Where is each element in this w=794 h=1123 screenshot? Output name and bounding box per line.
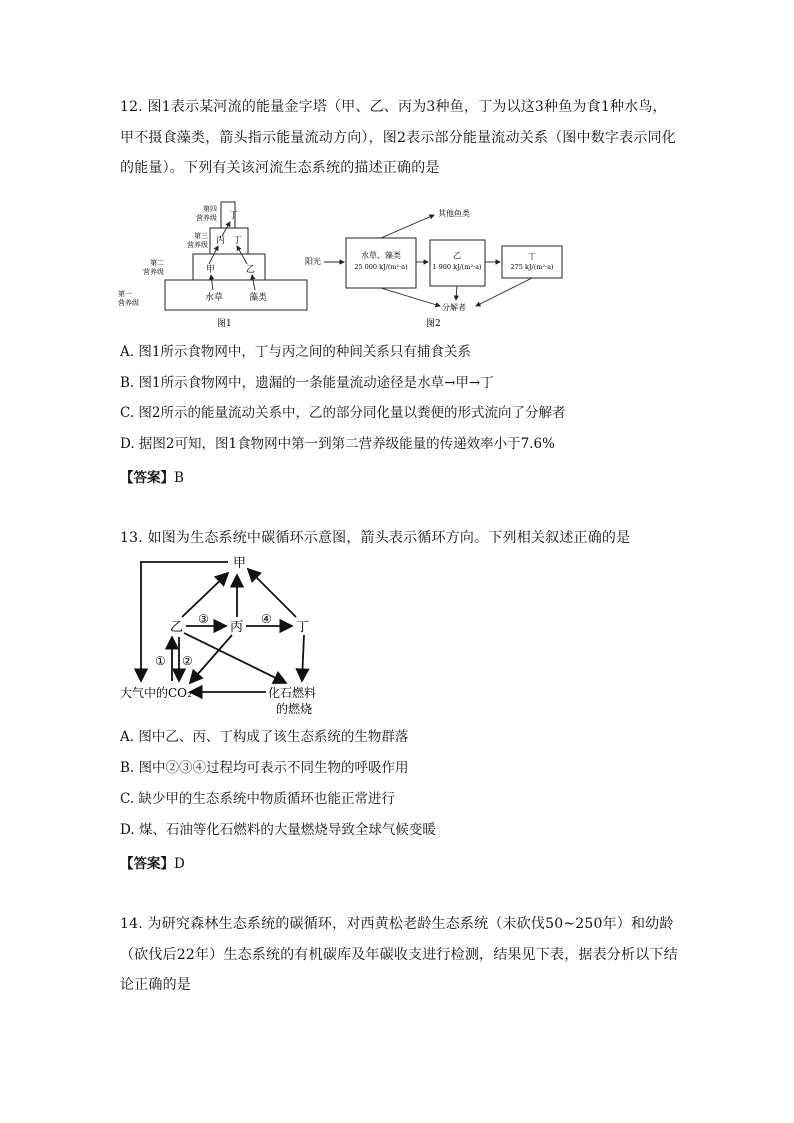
q13-option-c: C. 缺少甲的生态系统中物质循环也能正常进行 (120, 791, 395, 807)
level1-label-b: 营养级 (118, 299, 139, 307)
q12-answer-label: 【答案】 (120, 470, 174, 486)
q12-option-c: C. 图2所示的能量流动关系中，乙的部分同化量以粪便的形式流向了分解者 (120, 405, 566, 421)
level1-label-a: 第一 (118, 290, 132, 298)
sunlight-label: 阳光 (305, 257, 321, 266)
node-shuicao: 水草 (205, 293, 224, 303)
level3-label-a: 第三 (194, 232, 208, 240)
label-c3: ③ (198, 612, 209, 626)
node-yi: 乙 (170, 620, 184, 635)
q12-option-a: A. 图1所示食物网中，丁与丙之间的种间关系只有捕食关系 (120, 344, 471, 360)
q13-answer-label: 【答案】 (120, 856, 174, 872)
label-c1: ① (155, 654, 166, 668)
label-c4: ④ (261, 612, 272, 626)
q13-answer (120, 852, 185, 872)
box1-title: 水草、藻类 (361, 251, 401, 260)
level3-label-b: 营养级 (187, 241, 208, 249)
q14-stem: 14. 为研究森林生态系统的碳循环，对西黄松老龄生态系统（未砍伐50~250年）和幼龄（砍伐后22年）生态系统的有机碳库及年碳收支进行检测，结果见下表，据表分析以下结论正确的是 (120, 916, 678, 993)
q12-stem: 12. 图1表示某河流的能量金字塔（甲、乙、丙为3种鱼，丁为以这3种鱼为食1种水鸟，甲不摄食藻类，箭头指示能量流动方向），图2表示部分能量流动关系（图中数字表示同化的能量）。下列有关该河流生态系统的描述正确的是 (120, 99, 676, 176)
level4-label-a: 第四 (203, 205, 217, 213)
q12-option-d: D. 据图2可知，图1食物网中第一到第二营养级能量的传递效率小于7.6% (120, 436, 555, 452)
q12-answer-value: B (174, 470, 184, 486)
level4-label-b: 营养级 (196, 214, 217, 222)
fig2-caption: 图2 (426, 319, 441, 328)
q13-option-a: A. 图中乙、丙、丁构成了该生态系统的生物群落 (120, 729, 409, 745)
q13-stem: 13. 如图为生态系统中碳循环示意图，箭头表示循环方向。下列相关叙述正确的是 (120, 530, 631, 546)
box2-title: 乙 (453, 251, 461, 260)
node-fossil-line2: 的燃烧 (276, 702, 313, 716)
box-ding (502, 246, 562, 278)
node-ding: 丁 (233, 236, 243, 246)
node-ding-top: 丁 (229, 211, 239, 221)
node-co2: 大气中的CO₂ (120, 686, 192, 700)
node-ding: 丁 (296, 620, 310, 635)
fig1-caption: 图1 (217, 319, 232, 329)
q13-answer-value: D (174, 856, 185, 872)
q13-carbon-cycle-diagram (118, 553, 344, 717)
decomposer-label: 分解者 (442, 303, 466, 312)
q13-option-b: B. 图中②③④过程均可表示不同生物的呼吸作用 (120, 760, 409, 776)
q13-option-d: D. 煤、石油等化石燃料的大量燃烧导致全球气候变暖 (120, 822, 436, 838)
q12-figure2-energy-flow (304, 202, 576, 328)
box3-title: 丁 (528, 252, 536, 261)
other-fish-label: 其他鱼类 (438, 209, 470, 218)
level2-label-b: 营养级 (143, 268, 164, 276)
level2-label-a: 第二 (150, 259, 164, 267)
node-jia: 甲 (206, 265, 216, 275)
node-bing: 丙 (230, 620, 244, 635)
node-jia: 甲 (233, 556, 247, 571)
q12-option-b: B. 图1所示食物网中，遗漏的一条能量流动途径是水草→甲→丁 (120, 375, 494, 391)
q12-figure1-energy-pyramid (117, 198, 313, 330)
node-zaolei: 藻类 (249, 293, 268, 303)
node-yi: 乙 (246, 265, 256, 275)
node-fossil-line1: 化石燃料 (268, 686, 317, 700)
pyramid-tier-1 (165, 280, 307, 310)
box1-value: 25 000 kJ/(m²·a) (354, 263, 408, 271)
box2-value: 1 900 kJ/(m²·a) (432, 263, 482, 271)
q12-answer (120, 466, 184, 486)
label-c2: ② (182, 654, 193, 668)
node-bing: 丙 (216, 236, 226, 246)
box3-value: 275 kJ/(m²·a) (510, 263, 554, 271)
